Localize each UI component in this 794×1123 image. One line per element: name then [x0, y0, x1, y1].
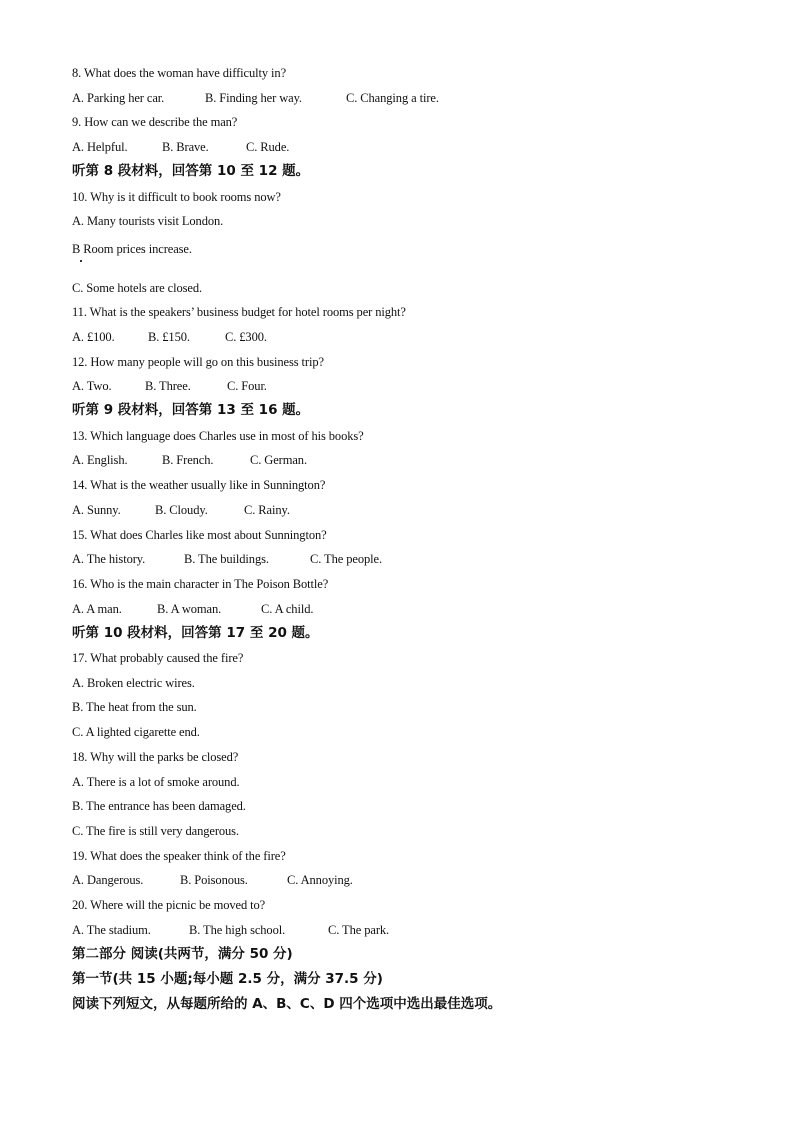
question-10-option-a: A. Many tourists visit London.	[72, 214, 224, 228]
question-18-option-c: C. The fire is still very dangerous.	[72, 824, 239, 838]
question-20-stem: 20. Where will the picnic be moved to?	[72, 898, 266, 912]
question-10-option-c: C. Some hotels are closed.	[72, 281, 203, 295]
option-b: B. The buildings.	[184, 552, 269, 566]
question-17-option-a: A. Broken electric wires.	[72, 676, 195, 690]
option-c: C. Annoying.	[287, 873, 353, 887]
question-18-option-b: B. The entrance has been damaged.	[72, 799, 246, 813]
question-14-stem: 14. What is the weather usually like in Sunnington?	[72, 478, 326, 492]
option-a: A. Parking her car.	[72, 91, 165, 105]
option-a: A. The history.	[72, 552, 146, 566]
question-16-options	[72, 601, 313, 617]
option-b: B. French.	[162, 453, 214, 467]
option-a: A. £100.	[72, 330, 115, 344]
question-12-options	[72, 378, 267, 394]
stray-dot	[80, 260, 82, 262]
question-19-options	[72, 872, 353, 888]
question-16-stem: 16. Who is the main character in The Poison Bottle?	[72, 577, 329, 591]
option-b: B. A woman.	[157, 602, 222, 616]
option-a: A. Dangerous.	[72, 873, 144, 887]
question-9-stem: 9. How can we describe the man?	[72, 115, 238, 129]
option-b: B. Brave.	[162, 140, 209, 154]
option-a: A. Two.	[72, 379, 112, 393]
question-11-options	[72, 329, 267, 345]
option-c: C. £300.	[225, 330, 267, 344]
option-b: B. Cloudy.	[155, 503, 208, 517]
option-c: C. A child.	[261, 602, 314, 616]
question-15-options	[72, 551, 382, 567]
question-18-option-a: A. There is a lot of smoke around.	[72, 775, 240, 789]
option-c: C. The people.	[310, 552, 382, 566]
question-17-option-b: B. The heat from the sun.	[72, 700, 197, 714]
option-c: C. Changing a tire.	[346, 91, 439, 105]
option-b: B. Poisonous.	[180, 873, 248, 887]
question-8-options	[72, 90, 439, 106]
part-two-heading: 第二部分 阅读(共两节，满分 50 分)	[72, 946, 293, 962]
section-heading-9: 听第 9 段材料，回答第 13 至 16 题。	[72, 402, 310, 418]
question-17-option-c: C. A lighted cigarette end.	[72, 725, 200, 739]
option-c: C. Rainy.	[244, 503, 290, 517]
option-c: C. German.	[250, 453, 307, 467]
question-14-options	[72, 502, 290, 518]
question-11-stem: 11. What is the speakers’ business budget for hotel rooms per night?	[72, 305, 406, 319]
option-c: C. The park.	[328, 923, 390, 937]
option-a: A. The stadium.	[72, 923, 151, 937]
option-a: A. Helpful.	[72, 140, 128, 154]
section-one-heading: 第一节(共 15 小题;每小题 2.5 分，满分 37.5 分)	[72, 971, 383, 987]
option-b: B. £150.	[148, 330, 190, 344]
question-12-stem: 12. How many people will go on this business trip?	[72, 355, 324, 369]
question-15-stem: 15. What does Charles like most about Sunnington?	[72, 528, 327, 542]
question-18-stem: 18. Why will the parks be closed?	[72, 750, 239, 764]
option-b: B. The high school.	[189, 923, 286, 937]
section-heading-8: 听第 8 段材料，回答第 10 至 12 题。	[72, 163, 310, 179]
option-c: C. Rude.	[246, 140, 290, 154]
section-heading-10: 听第 10 段材料，回答第 17 至 20 题。	[72, 625, 319, 641]
question-19-stem: 19. What does the speaker think of the fire?	[72, 849, 286, 863]
question-13-options	[72, 452, 307, 468]
option-b: B. Three.	[145, 379, 191, 393]
question-13-stem: 13. Which language does Charles use in most of his books?	[72, 429, 364, 443]
option-c: C. Four.	[227, 379, 267, 393]
question-17-stem: 17. What probably caused the fire?	[72, 651, 244, 665]
question-9-options	[72, 139, 289, 155]
option-a: A. A man.	[72, 602, 122, 616]
option-b: B. Finding her way.	[205, 91, 302, 105]
reading-instruction: 阅读下列短文，从每题所给的 A、B、C、D 四个选项中选出最佳选项。	[72, 996, 502, 1012]
question-20-options	[72, 922, 389, 938]
option-a: A. English.	[72, 453, 128, 467]
option-a: A. Sunny.	[72, 503, 121, 517]
question-8-stem: 8. What does the woman have difficulty in?	[72, 66, 287, 80]
question-10-option-b: B Room prices increase.	[72, 242, 192, 256]
question-10-stem: 10. Why is it difficult to book rooms now?	[72, 190, 281, 204]
